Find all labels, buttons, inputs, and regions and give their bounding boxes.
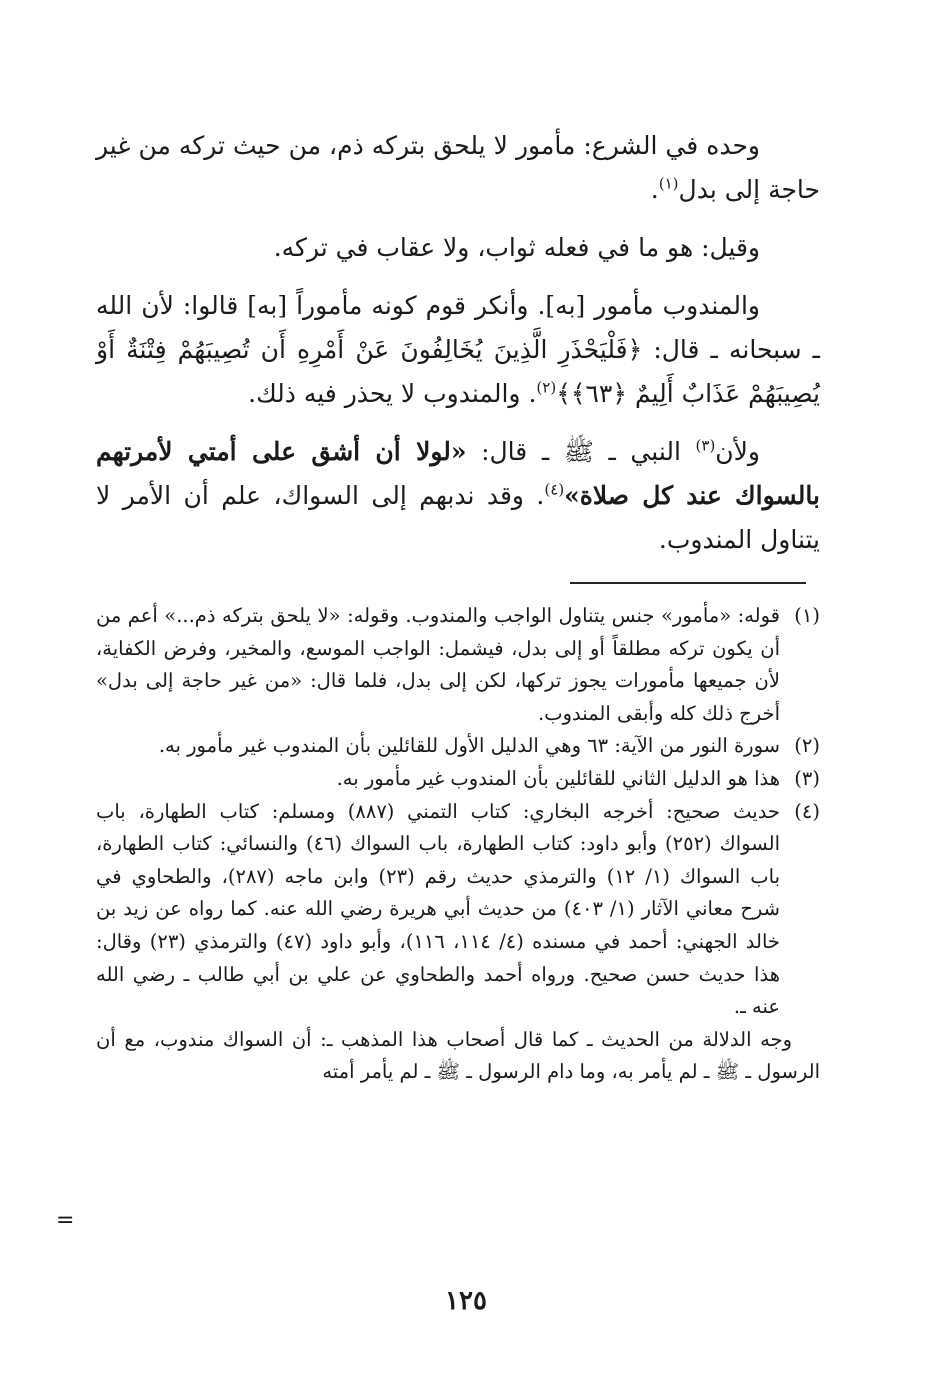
hadith-quote: «لولا أن أشق على أمتي لأمرتهم بالسواك عند كل صلاة» <box>96 437 821 510</box>
paragraph-text: وحده في الشرع: مأمور لا يلحق بتركه ذم، من حيث تركه من غير حاجة إلى بدل <box>96 131 820 204</box>
footnote-text: هذا هو الدليل الثاني للقائلين بأن المندوب غير مأمور به. <box>336 766 780 790</box>
footnote-number: (٣) <box>794 766 820 790</box>
footnote-text: حديث صحيح: أخرجه البخاري: كتاب التمني (٨٨٧) ومسلم: كتاب الطهارة، باب السواك (٢٥٢) وأبو داود: كتاب الطهارة، باب السواك (٤٦) والنسائي: كتاب الطهارة، باب السواك (١/ ١٢) والترمذي حديث رقم (٢٣) وابن ماجه (٢٨٧)، والطحاوي في شرح معاني الآثار (١/ ٤٠٣) من حديث أبي هريرة رضي الله عنه. كما رواه عن زيد بن خالد الجهني: أحمد في مسنده (٤/ ١١٤، ١١٦)، وأبو داود (٤٧) والترمذي (٢٣) وقال: هذا حديث حسن صحيح. ورواه أحمد والطحاوي عن علي بن أبي طالب ـ رضي الله عنه ـ. <box>96 799 781 1019</box>
footnote-continuation: وجه الدلالة من الحديث ـ كما قال أصحاب هذا المذهب ـ: أن السواك مندوب، مع أن الرسول ـ ﷺ ـ لم يأمر به، وما دام الرسول ـ ﷺ ـ لم يأمر أمته <box>96 1027 820 1084</box>
footnote-text: قوله: «مأمور» جنس يتناول الواجب والمندوب. وقوله: «لا يلحق بتركه ذم...» أعم من أن يكون تركه مطلقاً أو إلى بدل، فيشمل: الواجب الموسع، والمخير، وفرض الكفاية، لأن جميعها مأمورات يجوز تركها، لكن إلى بدل، فلما قال: «من غير حاجة إلى بدل» أخرج ذلك كله وأبقى المندوب. <box>96 604 780 725</box>
footnote-ref[interactable]: (٤) <box>544 480 565 499</box>
footnote-number: (٤) <box>794 799 820 823</box>
main-text <box>96 124 820 576</box>
paragraph-text: . والمندوب لا يحذر فيه ذلك. <box>248 379 537 408</box>
footnote-number: (٢) <box>794 734 820 758</box>
paragraph-argument <box>96 284 820 416</box>
footnote-separator <box>570 582 806 584</box>
footnote-number: (١) <box>794 604 820 627</box>
paragraph-text: . <box>650 175 659 204</box>
paragraph-hadith <box>96 430 820 562</box>
continuation-mark: = <box>56 1208 75 1233</box>
footnote-item <box>96 763 820 796</box>
paragraph-alt-definition: وقيل: هو ما في فعله ثواب، ولا عقاب في تركه. <box>273 233 760 262</box>
paragraph-text: . وقد ندبهم إلى السواك، علم أن الأمر لا يتناول المندوب. <box>96 481 820 554</box>
footnote-item <box>96 730 820 763</box>
footnote-item <box>96 600 820 730</box>
paragraph-text: ولأن <box>715 437 760 466</box>
paragraph-definition <box>96 124 820 212</box>
paragraph-text: النبي ـ ﷺ ـ قال: <box>466 437 696 466</box>
footnote-ref[interactable]: (١) <box>658 174 679 193</box>
footnote-text: سورة النور من الآية: ٦٣ وهي الدليل الأول للقائلين بأن المندوب غير مأمور به. <box>158 734 780 758</box>
quran-quote: والمندوب مأمور [به]. وأنكر قوم كونه مأموراً [به] قالوا: لأن الله ـ سبحانه ـ قال: ﴿فَلْيَحْذَرِ الَّذِينَ يُخَالِفُونَ عَنْ أَمْرِهِ أَن تُصِيبَهُمْ فِتْنَةٌ أَوْ يُصِيبَهُمْ عَذَابٌ أَلِيمٌ ﴿٦٣﴾﴾ <box>96 291 820 408</box>
page-number: ١٢٥ <box>445 1286 487 1316</box>
footnote-item <box>96 796 820 1024</box>
footnote-ref[interactable]: (٢) <box>536 378 557 397</box>
footnote-ref[interactable]: (٣) <box>695 436 716 455</box>
footnotes <box>96 600 820 1089</box>
